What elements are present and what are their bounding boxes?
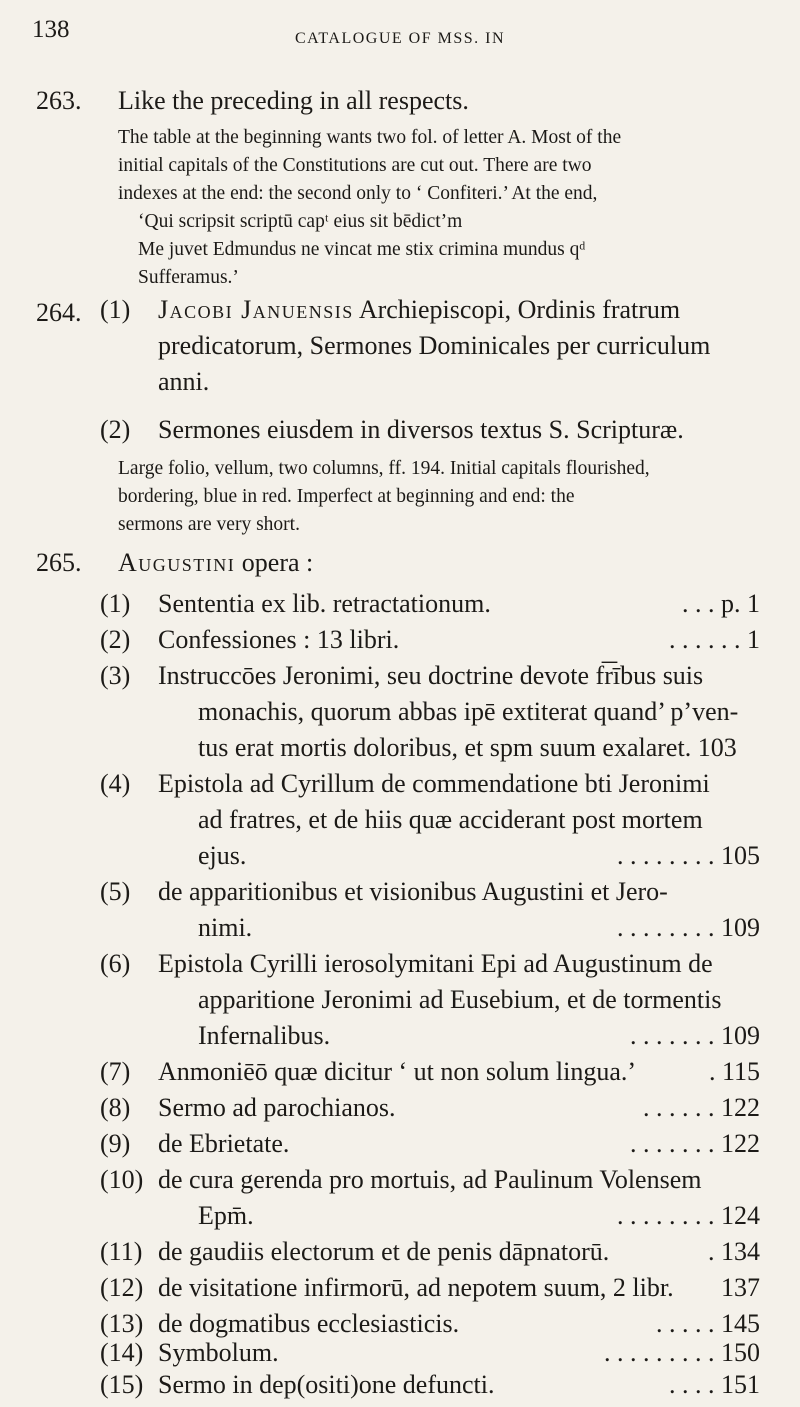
- page-ref: 122: [721, 1129, 760, 1158]
- leader-dots: . . . . . .: [643, 1093, 715, 1122]
- entry-264-item-1: [100, 292, 760, 400]
- item-text: tus erat mortis doloribus, et spm suum exalaret. 103: [198, 733, 737, 762]
- leader-dots: . . . . . . . .: [617, 913, 715, 942]
- entry-263-note: [118, 124, 750, 292]
- entry-264-note: [118, 455, 750, 539]
- entry-265-item-8: [100, 1090, 760, 1126]
- entry-265-item-6: [100, 946, 760, 1054]
- entry-263-title: Like the preceding in all respects.: [118, 86, 469, 115]
- page-ref: 122: [721, 1093, 760, 1122]
- leader-dots: . . . . . .: [669, 625, 741, 654]
- note-line: sermons are very short.: [118, 514, 300, 535]
- page-ref: 145: [721, 1309, 760, 1338]
- item-text: de cura gerenda pro mortuis, ad Paulinum Volensem: [158, 1165, 702, 1194]
- leader-dots: . . . . .: [656, 1309, 715, 1338]
- note-line: Large folio, vellum, two columns, ff. 194. Initial capitals flourished,: [118, 458, 650, 479]
- note-line: bordering, blue in red. Imperfect at beginning and end: the: [118, 486, 575, 507]
- item-text: Anmoniēō quæ dicitur ‘ ut non solum lingua.’: [158, 1057, 637, 1086]
- item-text: Epm̄.: [198, 1201, 254, 1230]
- entry-265-item-9: [100, 1126, 760, 1162]
- page-ref: 109: [721, 1021, 760, 1050]
- leader-dots: . . . p.: [682, 589, 741, 618]
- page-ref: 134: [721, 1237, 760, 1266]
- item-text: de apparitionibus et visionibus Augustini et Jero-: [158, 877, 668, 906]
- item-text: Epistola Cyrilli ierosolymitani Epi ad Augustinum de: [158, 949, 713, 978]
- entry-264-item-2: [100, 412, 760, 448]
- item-text: de visitatione infirmorū, ad nepotem suum, 2 libr.: [158, 1273, 674, 1302]
- entry-265-item-12: [100, 1270, 760, 1306]
- item-number: (14): [100, 1338, 144, 1367]
- item-text: ejus.: [198, 841, 247, 870]
- page-ref: 151: [721, 1370, 760, 1399]
- leader-dots: . . . . . . . .: [617, 1201, 715, 1230]
- note-line: The table at the beginning wants two fol. of letter A. Most of the: [118, 127, 622, 148]
- running-head: CATALOGUE OF MSS. IN: [294, 30, 506, 47]
- item-number: (7): [100, 1057, 131, 1086]
- item-text: Infernalibus.: [198, 1021, 331, 1050]
- item-number: (12): [100, 1273, 144, 1302]
- note-line: Sufferamus.’: [138, 267, 239, 288]
- entry-265-item-13: [100, 1306, 760, 1342]
- entry-number-264: 264.: [36, 298, 82, 327]
- entry-265-item-2: [100, 622, 760, 658]
- entry-265-item-4: [100, 766, 760, 874]
- leader-dots: . . . .: [669, 1370, 715, 1399]
- entry-265-item-3: [100, 658, 760, 766]
- item-number: (13): [100, 1309, 144, 1338]
- note-line: indexes at the end: the second only to ‘ Confiteri.’ At the end,: [118, 183, 598, 204]
- item-number: (2): [100, 415, 131, 444]
- item-text: ad fratres, et de hiis quæ acciderant post mortem: [198, 805, 703, 834]
- item-text: Instruccōes Jeronimi, seu doctrine devote f͞rībus suis: [158, 661, 704, 690]
- item-number: (10): [100, 1165, 144, 1194]
- item-text: de gaudiis electorum et de penis dāpnatorū.: [158, 1237, 610, 1266]
- item-text: apparitione Jeronimi ad Eusebium, et de tormentis: [198, 985, 722, 1014]
- leader-dots: . . . . . . . . .: [604, 1338, 715, 1367]
- page-ref: 1: [747, 589, 760, 618]
- item-number: (1): [100, 295, 131, 324]
- leader-dots: .: [708, 1237, 715, 1266]
- note-line: ‘Qui scripsit scriptū capᵗ eius sit bēdict’m: [138, 211, 463, 232]
- page-ref: 109: [721, 913, 760, 942]
- item-number: (4): [100, 769, 131, 798]
- item-text: Symbolum.: [158, 1338, 279, 1367]
- note-line: Me juvet Edmundus ne vincat me stix crimina mundus qᵈ: [138, 239, 586, 260]
- item-text: Epistola ad Cyrillum de commendatione bti Jeronimi: [158, 769, 710, 798]
- item-number: (5): [100, 877, 131, 906]
- item-number: (6): [100, 949, 131, 978]
- item-text: Confessiones : 13 libri.: [158, 625, 400, 654]
- entry-265-item-1: [100, 586, 760, 622]
- entry-265-item-5: [100, 874, 760, 946]
- item-number: (15): [100, 1370, 144, 1399]
- entry-number-263: 263.: [36, 86, 82, 115]
- page-ref: 124: [721, 1201, 760, 1230]
- item-number: (2): [100, 625, 131, 654]
- page-number: 138: [32, 16, 70, 43]
- item-text: Sententia ex lib. retractationum.: [158, 589, 491, 618]
- leader-dots: . . . . . . . .: [617, 841, 715, 870]
- entry-265-item-15: [100, 1370, 760, 1400]
- item-number: (1): [100, 589, 131, 618]
- page-ref: 150: [721, 1338, 760, 1367]
- item-number: (11): [100, 1237, 143, 1266]
- page-ref: 1: [747, 625, 760, 654]
- author-name: Jacobi Januensis: [158, 295, 354, 324]
- page-ref: 137: [721, 1273, 760, 1302]
- item-number: (8): [100, 1093, 131, 1122]
- entry-265-item-14: [100, 1338, 760, 1368]
- page-ref: 105: [721, 841, 760, 870]
- author-name: Augustini: [118, 548, 236, 577]
- item-text: de dogmatibus ecclesiasticis.: [158, 1309, 460, 1338]
- item-text: Sermo ad parochianos.: [158, 1093, 396, 1122]
- leader-dots: . . . . . . .: [630, 1129, 715, 1158]
- item-number: (9): [100, 1129, 131, 1158]
- page-ref: 115: [721, 1057, 760, 1086]
- leader-dots: . . . . . . .: [630, 1021, 715, 1050]
- entry-265-item-7: [100, 1054, 760, 1090]
- item-text: Sermones eiusdem in diversos textus S. Scripturæ.: [158, 415, 684, 444]
- item-text: de Ebrietate.: [158, 1129, 290, 1158]
- item-text: nimi.: [198, 913, 253, 942]
- entry-265-item-10: [100, 1162, 760, 1234]
- note-line: initial capitals of the Constitutions are cut out. There are two: [118, 155, 592, 176]
- entry-number-265: 265.: [36, 548, 82, 577]
- entry-265-item-11: [100, 1234, 760, 1270]
- leader-dots: .: [708, 1057, 716, 1086]
- item-text: Archiepiscopi, Ordinis fratrum: [353, 295, 681, 324]
- item-text: anni.: [158, 367, 210, 396]
- entry-265-title: Augustini opera :: [118, 548, 314, 577]
- item-text: predicatorum, Sermones Dominicales per curriculum: [158, 331, 711, 360]
- item-number: (3): [100, 661, 131, 690]
- item-text: Sermo in dep(ositi)one defuncti.: [158, 1370, 495, 1399]
- item-text: monachis, quorum abbas ipē extiterat quand’ p’ven-: [198, 697, 739, 726]
